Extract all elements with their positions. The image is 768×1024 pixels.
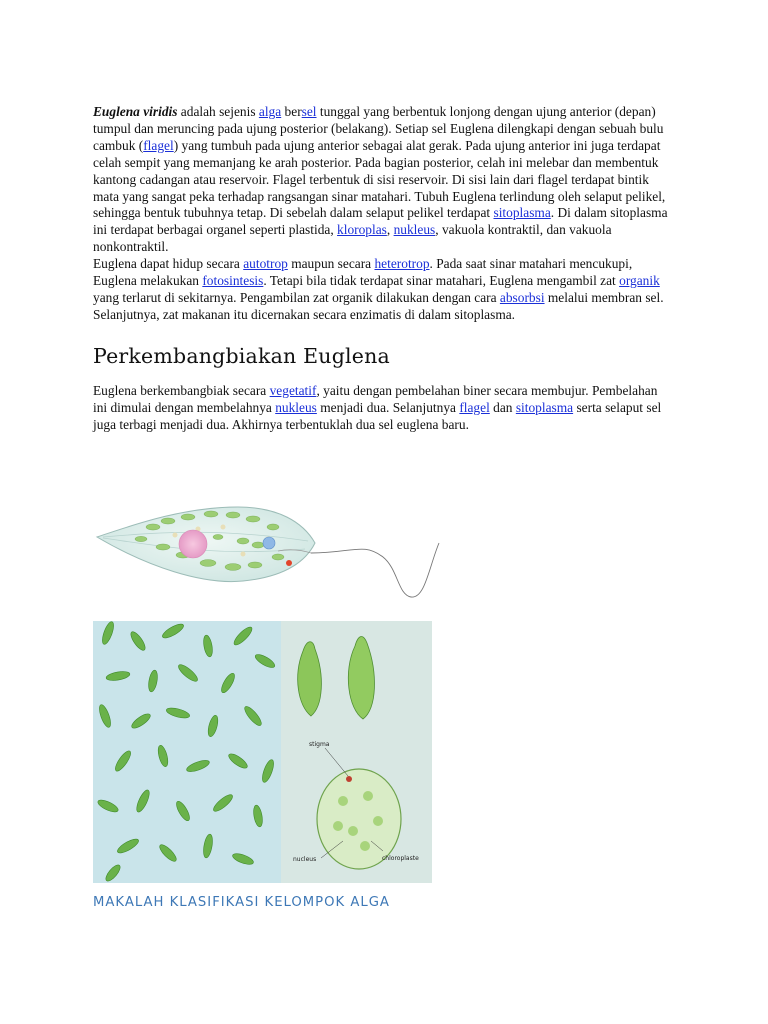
text: . Di dalam sitoplasma ini terdapat berbagai organel seperti plastida, (93, 205, 668, 238)
text: melalui membran sel. Selanjutnya, zat makanan itu dicernakan secara enzimatis di dalam sitoplasma. (93, 289, 664, 322)
link-vegetatif[interactable]: vegetatif (269, 382, 317, 398)
text: Euglena berkembangbiak secara (93, 382, 270, 398)
document-body (93, 104, 671, 434)
link-sitoplasma-2[interactable]: sitoplasma (515, 399, 574, 415)
text: , vakuola kontraktil, dan vakuola nonkontraktil. (93, 222, 612, 255)
footer-title: MAKALAH KLASIFIKASI KELOMPOK ALGA (93, 895, 390, 910)
link-nukleus[interactable]: nukleus (393, 222, 436, 238)
link-sitoplasma[interactable]: sitoplasma (493, 205, 551, 221)
label-stigma: stigma (309, 741, 330, 748)
link-heterotrop[interactable]: heterotrop (374, 256, 430, 272)
text: . Tetapi bila tidak terdapat sinar matahari, Euglena mengambil zat (263, 273, 620, 289)
link-absorbsi[interactable]: absorbsi (499, 289, 545, 305)
euglena-diagram-image (93, 497, 443, 605)
text: adalah sejenis (177, 104, 259, 119)
text: maupun secara (287, 256, 375, 272)
link-sel[interactable]: sel (301, 104, 317, 119)
text: ber (281, 104, 302, 119)
link-flagel-2[interactable]: flagel (459, 399, 490, 415)
euglena-photo-collage (93, 621, 432, 883)
link-organik[interactable]: organik (619, 273, 660, 289)
text: serta selaput sel juga terbagi menjadi dua. Akhirnya terbentuklah dua sel euglena baru. (93, 399, 662, 432)
link-flagel[interactable]: flagel (143, 137, 174, 153)
link-alga[interactable]: alga (258, 104, 282, 119)
text: ) yang tumbuh pada ujung anterior sebagai alat gerak. Pada ujung anterior ini juga terdapat celah sempit yang memanjang ke arah posterior. Pada bagian posterior, celah ini melebar dan membentuk kantong cadangan atau reservoir. Flagel terbentuk di sisi reservoir. Di sisi lain dari flagel terdapat bintik mata yang sangat peka terhadap rangsangan sinar matahari. Tubuh Euglena terlindung oleh selaput pelikel, sehingga bentuk tubuhnya tetap. Di sebelah dalam selaput pelikel terdapat (93, 137, 666, 221)
paragraph-nutrition (93, 256, 671, 324)
species-name: Euglena viridis (93, 104, 178, 119)
link-kloroplas[interactable]: kloroplas (337, 222, 387, 238)
label-nucleus: nucleus (293, 856, 317, 863)
paragraph-description (93, 104, 671, 256)
link-fotosintesis[interactable]: fotosintesis (202, 273, 264, 289)
text: dan (489, 399, 516, 415)
text: . Pada saat sinar matahari mencukupi, Euglena melakukan (93, 256, 633, 289)
paragraph-reproduction (93, 383, 671, 434)
text: menjadi dua. Selanjutnya (316, 399, 460, 415)
link-nukleus-2[interactable]: nukleus (275, 399, 317, 415)
text: , (386, 222, 394, 238)
text: , yaitu dengan pembelahan biner secara membujur. Pembelahan ini dimulai dengan membelahnya (93, 382, 658, 415)
section-heading: Perkembangbiakan Euglena (93, 343, 390, 368)
link-autotrop[interactable]: autotrop (243, 256, 288, 272)
text: Euglena dapat hidup secara (93, 256, 244, 272)
label-chloroplaste: chloroplaste (382, 855, 419, 862)
text: tunggal yang berbentuk lonjong dengan ujung anterior (depan) tumpul dan meruncing pada ujung posterior (belakang). Setiap sel Euglena dilengkapi dengan sebuah bulu cambuk ( (93, 104, 664, 153)
text: yang terlarut di sekitarnya. Pengambilan zat organik dilakukan dengan cara (93, 289, 500, 305)
